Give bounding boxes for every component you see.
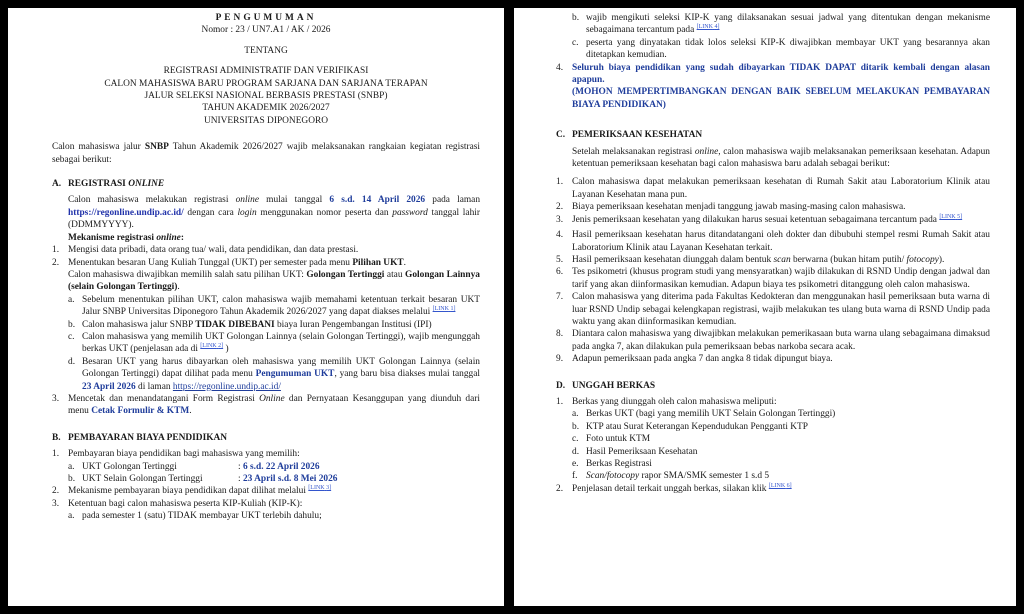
list-item: 6. Tes psikometri (khusus program studi yang mensyaratkan) wajib dilakukan di RSND Undip dengan jadwal dan tarif yang akan diinformasikan kemudian. Adapun biaya tes psikometri ditanggung oleh calon mahasiswa. bbox=[556, 267, 990, 290]
list-item: 2. Penjelasan detail terkait unggah berkas, silakan klik [LINK 6] bbox=[556, 482, 792, 494]
list-item: d. Besaran UKT yang harus dibayarkan oleh mahasiswa yang memilih UKT Golongan Lainnya (selain Golongan Tertinggi) dapat dilihat pada menu Pengumuman UKT, yang baru bisa diakses mulai tanggal 23 April 2026 di laman https://regonline.undip.ac.id/ bbox=[68, 356, 480, 392]
list-item: 5. Hasil pemeriksaan kesehatan diunggah dalam bentuk scan berwarna (bukan hitam putih/ fotocopy). bbox=[556, 254, 945, 265]
list-item: a. pada semester 1 (satu) TIDAK membayar UKT terlebih dahulu; bbox=[68, 511, 322, 522]
link-1[interactable]: [LINK 1] bbox=[432, 306, 456, 312]
list-item: 9. Adapun pemeriksaan pada angka 7 dan angka 8 tidak dipungut biaya. bbox=[556, 354, 833, 365]
list-item: c. Calon mahasiswa yang memilih UKT Golongan Lainnya (selain Golongan Tertinggi), wajib mengunggah berkas UKT (penjelasan ada di [LINK 2] ) bbox=[68, 331, 480, 355]
section-b-heading: B. PEMBAYARAN BIAYA PENDIDIKAN bbox=[52, 432, 228, 443]
list-item: a. Berkas UKT (bagi yang memilih UKT Selain Golongan Tertinggi) bbox=[572, 409, 836, 420]
tentang: TENTANG bbox=[244, 45, 288, 56]
page-title: PENGUMUMAN bbox=[215, 13, 317, 23]
list-item: 3. Jenis pemeriksaan kesehatan yang dilakukan harus sesuai ketentuan sebagaimana tercantum pada [LINK 5] bbox=[556, 213, 963, 225]
list-item: 1. Berkas yang diunggah oleh calon mahasiswa meliputi: bbox=[556, 396, 777, 407]
payment-row-a: a. UKT Golongan Tertinggi : 6 s.d. 22 April 2026 bbox=[68, 461, 320, 472]
list-item: 2. Menentukan besaran Uang Kuliah Tunggal (UKT) per semester pada menu Pilihan UKT. bbox=[52, 257, 406, 268]
list-item: 3. Ketentuan bagi calon mahasiswa peserta KIP-Kuliah (KIP-K): bbox=[52, 498, 303, 509]
list-item: b. KTP atau Surat Keterangan Kependudukan Pengganti KTP bbox=[572, 421, 808, 432]
link-2[interactable]: [LINK 2] bbox=[200, 343, 224, 350]
mekanisme-heading: Mekanisme registrasi online: bbox=[68, 232, 184, 243]
ukt-choice-paragraph: Calon mahasiswa diwajibkan memilih salah satu pilihan UKT: Golongan Tertinggi atau Golongan Lainnya (selain Golongan Tertinggi). bbox=[68, 269, 480, 293]
link-4[interactable]: [LINK 4] bbox=[696, 24, 720, 31]
list-item: e. Berkas Registrasi bbox=[572, 459, 652, 469]
header-line-5: UNIVERSITAS DIPONEGORO bbox=[204, 115, 328, 126]
header-line-2: CALON MAHASISWA BARU PROGRAM SARJANA DAN SARJANA TERAPAN bbox=[104, 78, 428, 89]
document-page-left bbox=[8, 8, 504, 606]
list-item: b. Calon mahasiswa jalur SNBP TIDAK DIBEBANI biaya Iuran Pengembangan Institusi (IPI) bbox=[68, 319, 432, 330]
list-item: c. peserta yang dinyatakan tidak lolos seleksi KIP-K diwajibkan membayar UKT yang besarannya akan ditetapkan kemudian. bbox=[572, 37, 990, 61]
list-item: 8. Diantara calon mahasiswa yang diwajibkan melakukan pemerikasaan buta warna ulang sebagaimana dimaksud pada angka 7, akan dilakukan pula pemeriksaan bebas narkoba secara acak. bbox=[556, 329, 990, 352]
link-3[interactable]: [LINK 3] bbox=[308, 485, 332, 492]
section-a-heading: A. REGISTRASI ONLINE bbox=[52, 179, 165, 190]
list-item: 1. Calon mahasiswa dapat melakukan pemeriksaan kesehatan di Rumah Sakit atau Laboratorium Klinik atau Layanan Kesehatan mana pun. bbox=[556, 177, 990, 200]
list-item: 2. Mekanisme pembayaran biaya pendidikan dapat dilihat melalui [LINK 3] bbox=[52, 485, 332, 497]
list-item: 2. Biaya pemeriksaan kesehatan menjadi tanggung jawab masing-masing calon mahasiswa. bbox=[556, 202, 906, 213]
list-item: 1. Pembayaran biaya pendidikan bagi mahasiswa yang memilih: bbox=[52, 449, 300, 460]
list-item: 1. Mengisi data pribadi, data orang tua/ wali, data pendidikan, dan data prestasi. bbox=[52, 245, 359, 256]
list-item: c. Foto untuk KTM bbox=[572, 434, 651, 445]
list-item: 3. Mencetak dan menandatangani Form Registrasi Online dan Pernyataan Kesanggupan yang diunduh dari menu Cetak Formulir & KTM. bbox=[52, 393, 480, 417]
link-5[interactable]: [LINK 5] bbox=[939, 213, 963, 220]
list-item: a. Sebelum menentukan pilihan UKT, calon mahasiswa wajib memahami ketentuan terkait besaran UKT Jalur SNBP Universitas Diponegoro Tahun Akademik 2026/2027 yang dapat diakses melalui [LINK 1] bbox=[68, 294, 480, 318]
list-item: b. wajib mengikuti seleksi KIP-K yang dilaksanakan sesuai jadwal yang ditentukan dengan mekanisme sebagaimana tercantum pada [LINK 4] bbox=[572, 13, 990, 36]
header-line-3: JALUR SELEKSI NASIONAL BERBASIS PRESTASI (SNBP) bbox=[144, 91, 388, 102]
header-line-1: REGISTRASI ADMINISTRATIF DAN VERIFIKASI bbox=[163, 66, 369, 77]
intro-paragraph: Calon mahasiswa jalur SNBP Tahun Akademik 2026/2027 wajib melaksanakan rangkaian kegiatan registrasi sebagai berikut: bbox=[52, 142, 480, 165]
list-item: 4. Seluruh biaya pendidikan yang sudah dibayarkan TIDAK DAPAT ditarik kembali dengan alasan apapun. (MOHON MEMPERTIMBANGKAN DENGAN BAIK SEBELUM MELAKUKAN PEMBAYARAN BIAYA PENDIDIKAN) bbox=[556, 62, 990, 110]
section-a-paragraph: Calon mahasiswa melakukan registrasi online mulai tanggal 6 s.d. 14 April 2026 pada laman https://regonline.undip.ac.id/ dengan cara login menggunakan nomor peserta dan password tanggal lahir (DDMMYYYY). bbox=[68, 195, 481, 231]
document-page-right bbox=[514, 8, 1016, 606]
list-item: f. Scan/fotocopy rapor SMA/SMK semester 1 s.d 5 bbox=[572, 471, 770, 482]
payment-row-b: b. UKT Selain Golongan Tertinggi : 23 April s.d. 8 Mei 2026 bbox=[68, 474, 338, 484]
nomor: Nomor : 23 / UN7.A1 / AK / 2026 bbox=[201, 25, 331, 36]
list-item: 4. Hasil pemeriksaan kesehatan harus ditandatangani oleh dokter dan dibubuhi stempel resmi Rumah Sakit atau Laboratorium Klinik atau Layanan Kesehatan terkait. bbox=[556, 230, 990, 253]
regonline-link-2[interactable]: https://regonline.undip.ac.id/ bbox=[172, 381, 281, 392]
header-line-4: TAHUN AKADEMIK 2026/2027 bbox=[202, 103, 330, 114]
section-c-heading: C. PEMERIKSAAN KESEHATAN bbox=[556, 130, 703, 141]
section-c-paragraph: Setelah melaksanakan registrasi online, calon mahasiswa wajib melaksanakan pemeriksaan kesehatan. Adapun ketentuan pemeriksaan kesehatan bagi calon mahasiswa baru adalah sebagai berikut: bbox=[572, 146, 990, 170]
section-d-heading: D. UNGGAH BERKAS bbox=[556, 380, 656, 391]
list-item: 7. Calon mahasiswa yang diterima pada Fakultas Kedokteran dan menggunakan hasil pemeriksaan buta warna di luar RSND Undip sebagai kelengkapan registrasi, wajib melakukan tes ulang buta warna di RSND Undip pada waktu yang akan diinformasikan kemudian. bbox=[556, 292, 990, 327]
regonline-link[interactable]: https://regonline.undip.ac.id/ bbox=[68, 207, 184, 218]
header bbox=[52, 12, 480, 127]
list-item: d. Hasil Pemeriksaan Kesehatan bbox=[572, 446, 698, 457]
link-6[interactable]: [LINK 6] bbox=[768, 482, 792, 489]
